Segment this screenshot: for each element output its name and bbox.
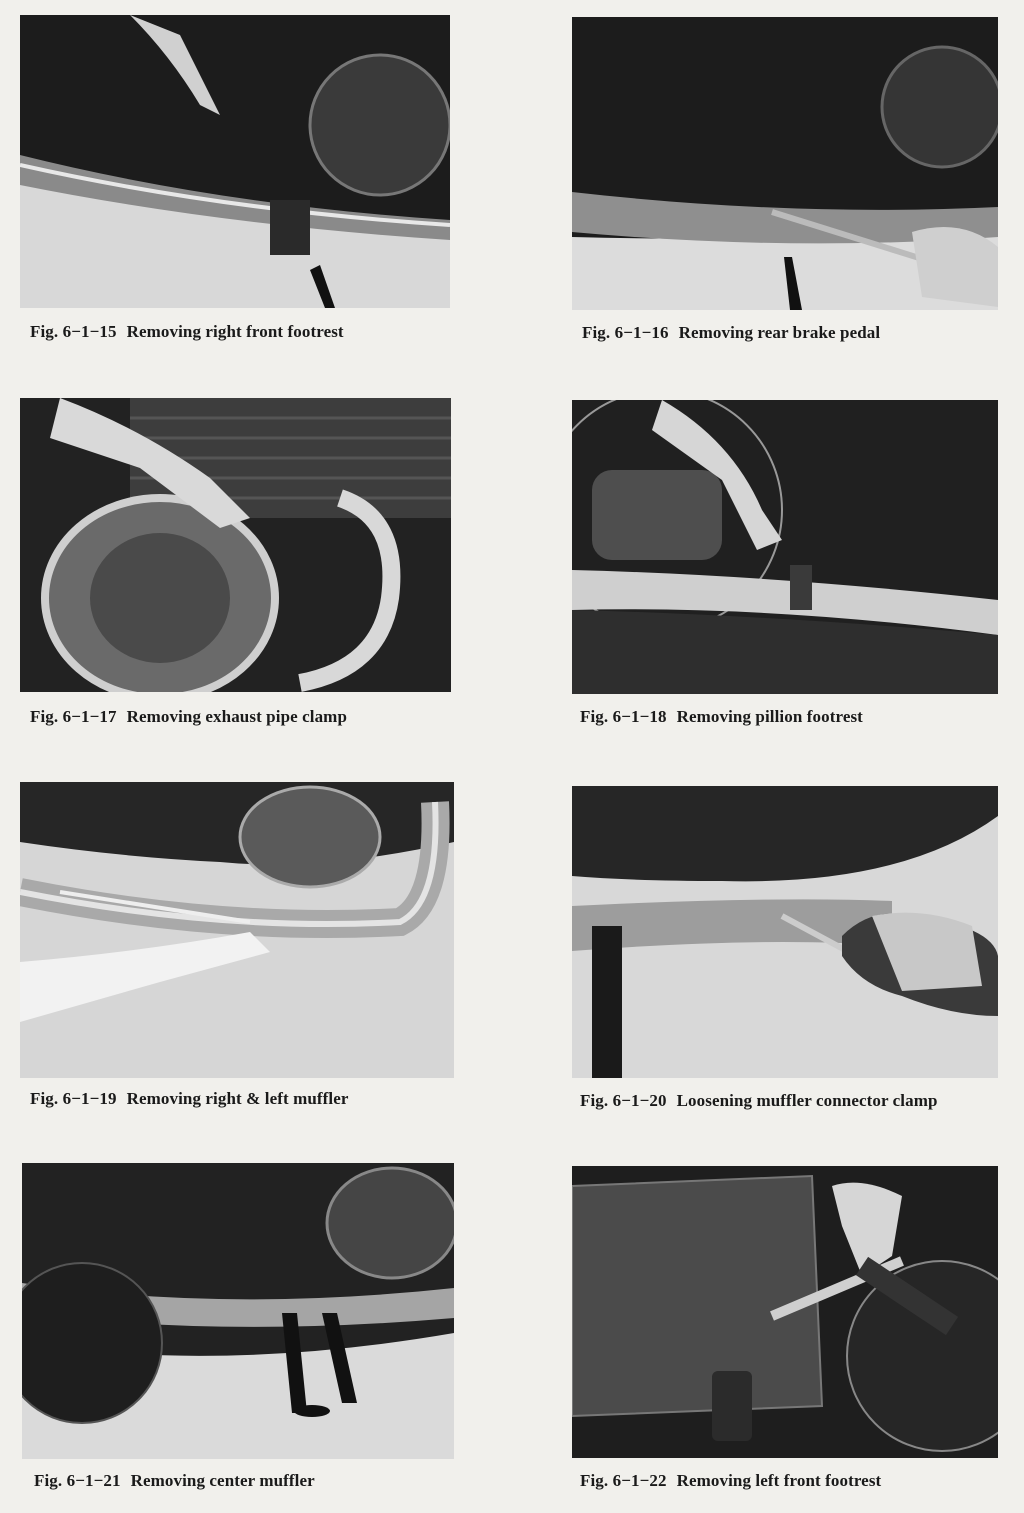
figure-number: Fig. 6−1−18 [580, 707, 667, 726]
photo-fig-6-1-17 [20, 398, 451, 692]
figure-title: Removing left front footrest [676, 1471, 882, 1490]
caption-fig-6-1-21 [34, 1471, 315, 1491]
photo-fig-6-1-15 [20, 15, 450, 308]
caption-fig-6-1-20 [580, 1091, 938, 1111]
figure-title: Removing pillion footrest [676, 707, 863, 726]
figure-title: Removing center muffler [130, 1471, 315, 1490]
photo-fig-6-1-22 [572, 1166, 998, 1458]
figure-number: Fig. 6−1−22 [580, 1471, 667, 1490]
caption-fig-6-1-16 [582, 323, 880, 343]
photo-fig-6-1-19 [20, 782, 454, 1078]
caption-fig-6-1-15 [30, 322, 344, 342]
figure-number: Fig. 6−1−21 [34, 1471, 121, 1490]
caption-fig-6-1-22 [580, 1471, 881, 1491]
figure-title: Removing right & left muffler [126, 1089, 349, 1108]
photo-fig-6-1-16 [572, 17, 998, 310]
caption-fig-6-1-17 [30, 707, 347, 727]
figure-number: Fig. 6−1−19 [30, 1089, 117, 1108]
figure-number: Fig. 6−1−17 [30, 707, 117, 726]
figure-title: Removing right front footrest [126, 322, 344, 341]
photo-fig-6-1-21 [22, 1163, 454, 1459]
figure-title: Removing exhaust pipe clamp [126, 707, 347, 726]
figure-number: Fig. 6−1−15 [30, 322, 117, 341]
figure-title: Loosening muffler connector clamp [676, 1091, 938, 1110]
photo-fig-6-1-20 [572, 786, 998, 1078]
caption-fig-6-1-19 [30, 1089, 349, 1109]
photo-fig-6-1-18 [572, 400, 998, 694]
figure-number: Fig. 6−1−20 [580, 1091, 667, 1110]
caption-fig-6-1-18 [580, 707, 863, 727]
figure-title: Removing rear brake pedal [678, 323, 881, 342]
figure-number: Fig. 6−1−16 [582, 323, 669, 342]
